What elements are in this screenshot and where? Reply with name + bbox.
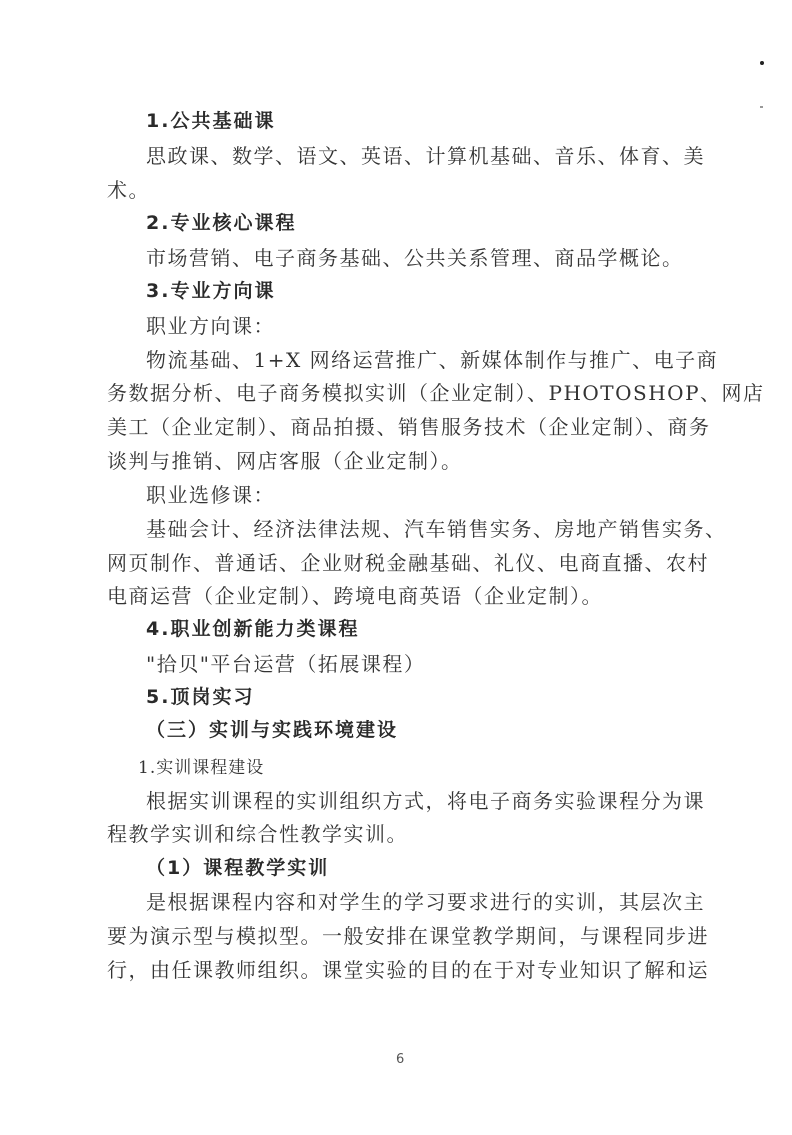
heading-direction-courses: 3.专业方向课 bbox=[146, 280, 276, 302]
paragraph-line: 物流基础、1+X 网络运营推广、新媒体制作与推广、电子商 bbox=[146, 348, 719, 372]
heading-course-teaching-training: （1）课程教学实训 bbox=[146, 857, 330, 879]
scan-speck bbox=[760, 61, 764, 65]
heading-public-basic-courses: 1.公共基础课 bbox=[146, 110, 276, 132]
heading-core-courses: 2.专业核心课程 bbox=[146, 212, 297, 234]
scan-mark bbox=[760, 106, 763, 108]
subheading-career-direction: 职业方向课： bbox=[146, 314, 275, 338]
paragraph-line: 市场营销、电子商务基础、公共关系管理、商品学概论。 bbox=[146, 246, 684, 270]
paragraph-line: 电商运营（企业定制）、跨境电商英语（企业定制）。 bbox=[107, 584, 603, 608]
paragraph-line: 基础会计、经济法律法规、汽车销售实务、房地产销售实务、 bbox=[146, 517, 727, 541]
page-number: 6 bbox=[396, 1052, 405, 1067]
paragraph-line: 思政课、数学、语文、英语、计算机基础、音乐、体育、美 bbox=[146, 144, 705, 168]
heading-internship: 5.顶岗实习 bbox=[146, 686, 255, 708]
heading-innovation-courses: 4.职业创新能力类课程 bbox=[146, 618, 360, 640]
subheading-career-electives: 职业选修课： bbox=[146, 483, 275, 507]
paragraph-line: 程教学实训和综合性教学实训。 bbox=[107, 822, 408, 846]
paragraph-line: 根据实训课程的实训组织方式，将电子商务实验课程分为课 bbox=[146, 789, 705, 813]
paragraph-line: 美工（企业定制）、商品拍摄、销售服务技术（企业定制）、商务 bbox=[107, 415, 711, 439]
heading-training-environment: （三）实训与实践环境建设 bbox=[146, 719, 399, 741]
paragraph-line: 术。 bbox=[107, 178, 150, 202]
paragraph-line: 谈判与推销、网店客服（企业定制）。 bbox=[107, 449, 463, 473]
paragraph-line: 行，由任课教师组织。课堂实验的目的在于对专业知识了解和运 bbox=[107, 958, 709, 982]
paragraph-line: 务数据分析、电子商务模拟实训（企业定制）、PHOTOSHOP、网店 bbox=[107, 381, 765, 405]
subheading-training-course-construction: 1.实训课程建设 bbox=[138, 758, 265, 778]
paragraph-line: 网页制作、普通话、企业财税金融基础、礼仪、电商直播、农村 bbox=[107, 551, 709, 575]
paragraph-line: 是根据课程内容和对学生的学习要求进行的实训，其层次主 bbox=[146, 890, 705, 914]
paragraph-line: 要为演示型与模拟型。一般安排在课堂教学期间，与课程同步进 bbox=[107, 924, 709, 948]
paragraph-line: "拾贝"平台运营（拓展课程） bbox=[146, 652, 426, 676]
